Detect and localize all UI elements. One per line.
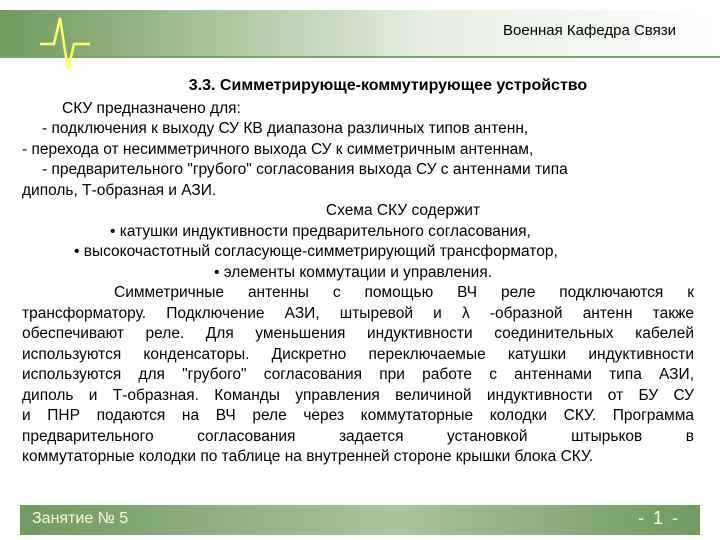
footer-lesson: Занятие № 5 xyxy=(32,510,129,527)
scheme-item: • высокочастотный согласующе-симметрирующий трансформатор, xyxy=(74,243,558,260)
paragraph-line: трансформатору. Подключение АЗИ, штыревой и λ -образной антенн также xyxy=(22,304,694,322)
header-title: Военная Кафедра Связи xyxy=(503,22,676,39)
purpose-item: - перехода от несимметричного выхода СУ к симметричным антеннам, xyxy=(22,140,534,158)
paragraph-line: предварительного согласования задается установкой штырьков в xyxy=(22,427,694,445)
paragraph-line: обеспечивают реле. Для уменьшения индуктивности соединительных кабелей xyxy=(22,325,694,342)
header-divider xyxy=(0,56,720,58)
purpose-item: диполь, Т-образная и АЗИ. xyxy=(22,181,217,199)
purpose-item: - предварительного "грубого" согласования выхода СУ с антеннами типа xyxy=(42,161,568,178)
paragraph-line: Симметричные антенны с помощью ВЧ реле подключаются к xyxy=(114,284,694,301)
paragraph-line: используются конденсаторы. Дискретно переключаемые катушки индуктивности xyxy=(22,345,694,363)
page-number: - 1 - xyxy=(637,508,680,528)
intro-text: СКУ предназначено для: xyxy=(62,99,241,117)
scheme-item: • катушки индуктивности предварительного согласования, xyxy=(110,222,531,240)
paragraph-line: используются для "грубого" согласования при работе с антеннами типа АЗИ, xyxy=(22,366,694,383)
section-title: 3.3. Симметрирующе-коммутирующее устройство xyxy=(188,77,588,94)
scheme-item: • элементы коммутации и управления. xyxy=(214,263,493,281)
paragraph-line: и ПНР подаются на ВЧ реле через коммутаторные колодки СКУ. Программа xyxy=(22,407,694,424)
signal-wave-icon xyxy=(40,14,90,74)
slide-content xyxy=(22,76,694,468)
scheme-heading: Схема СКУ содержит xyxy=(325,202,481,219)
paragraph-line: коммутаторные колодки по таблице на внутренней стороне крышки блока СКУ. xyxy=(22,448,594,465)
purpose-item: - подключения к выходу СУ КВ диапазона различных типов антенн, xyxy=(42,120,529,137)
paragraph-line: диполь и Т-образная. Команды управления величиной индуктивности от БУ СУ xyxy=(22,386,694,404)
